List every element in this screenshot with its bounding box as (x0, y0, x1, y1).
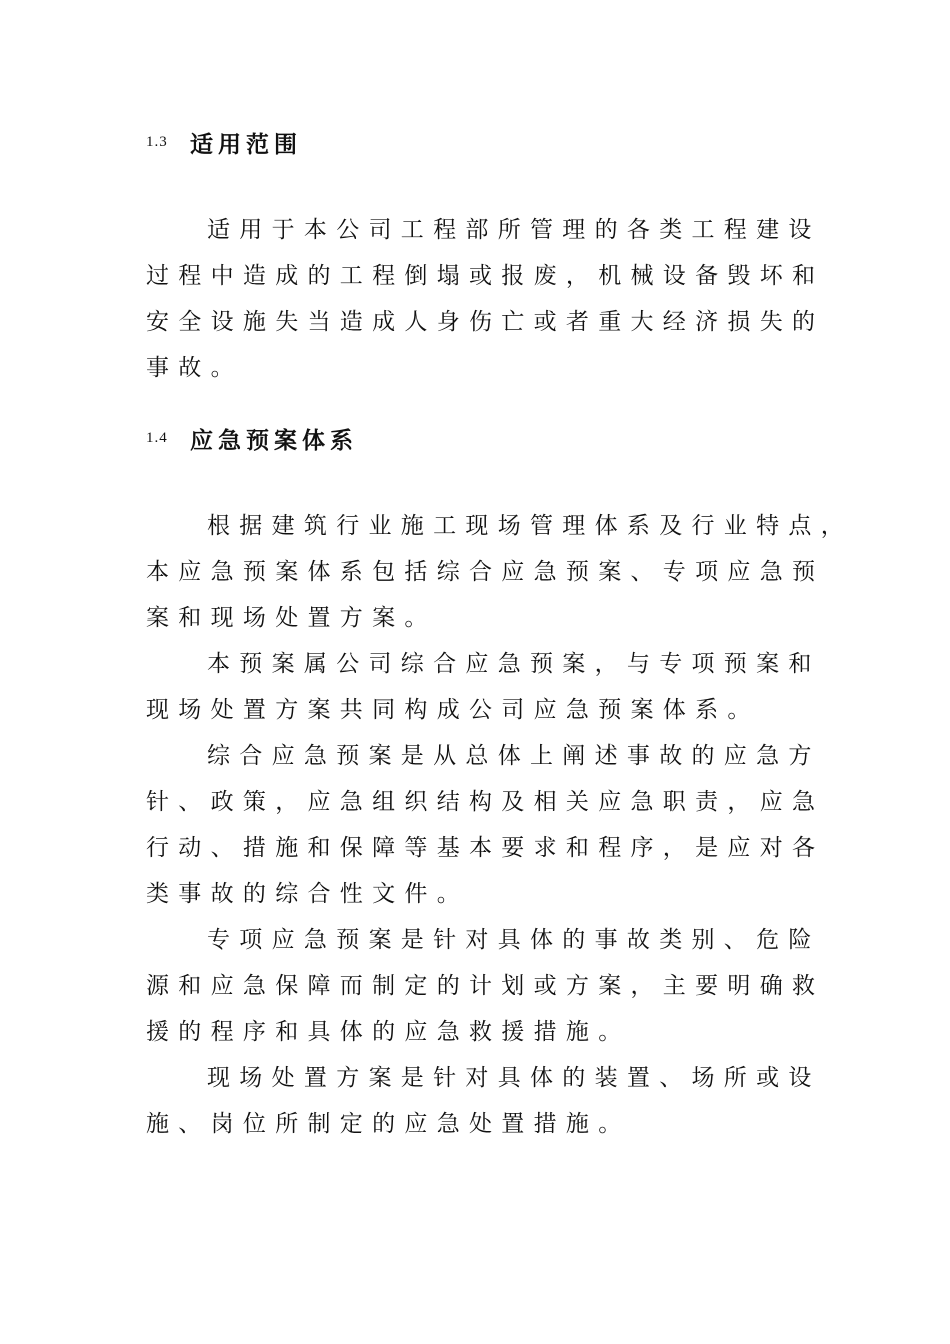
paragraph-special-plan (146, 917, 836, 1055)
paragraph-line: 源和应急保障而制定的计划或方案，主要明确救 (146, 973, 825, 999)
paragraph-line: 类事故的综合性文件。 (146, 881, 469, 907)
paragraph-line: 本应急预案体系包括综合应急预案、专项应急预 (146, 559, 825, 585)
paragraph-line: 本预案属公司综合应急预案，与专项预案和 (207, 651, 821, 677)
paragraph-line: 适用于本公司工程部所管理的各类工程建设 (207, 217, 821, 243)
paragraph-line: 现场处置方案共同构成公司应急预案体系。 (146, 697, 760, 723)
paragraph-line: 施、岗位所制定的应急处置措施。 (146, 1111, 631, 1137)
paragraph-line: 安全设施失当造成人身伤亡或者重大经济损失的 (146, 309, 825, 335)
paragraph-line: 根据建筑行业施工现场管理体系及行业特点， (207, 513, 853, 539)
paragraph-line: 事故。 (146, 355, 243, 381)
paragraph-line: 综合应急预案是从总体上阐述事故的应急方 (207, 743, 821, 769)
paragraph-line: 现场处置方案是针对具体的装置、场所或设 (207, 1065, 821, 1091)
section-title: 适用范围 (190, 131, 302, 158)
section-heading-1-3 (146, 122, 302, 162)
paragraph-line: 过程中造成的工程倒塌或报废，机械设备毁坏和 (146, 263, 825, 289)
paragraph-line: 案和现场处置方案。 (146, 605, 437, 631)
section-heading-1-4 (146, 418, 358, 458)
paragraph-onsite-plan (146, 1055, 836, 1147)
section-title: 应急预案体系 (190, 427, 358, 454)
paragraph-line: 援的程序和具体的应急救援措施。 (146, 1019, 631, 1045)
section-number: 1.3 (146, 133, 168, 150)
paragraph-comprehensive-plan (146, 733, 836, 917)
paragraph-scope (146, 207, 836, 391)
paragraph-system-intro (146, 503, 853, 641)
paragraph-company-plan (146, 641, 836, 733)
paragraph-line: 专项应急预案是针对具体的事故类别、危险 (207, 927, 821, 953)
paragraph-line: 针、政策，应急组织结构及相关应急职责，应急 (146, 789, 825, 815)
paragraph-line: 行动、措施和保障等基本要求和程序，是应对各 (146, 835, 825, 861)
section-number: 1.4 (146, 429, 168, 446)
